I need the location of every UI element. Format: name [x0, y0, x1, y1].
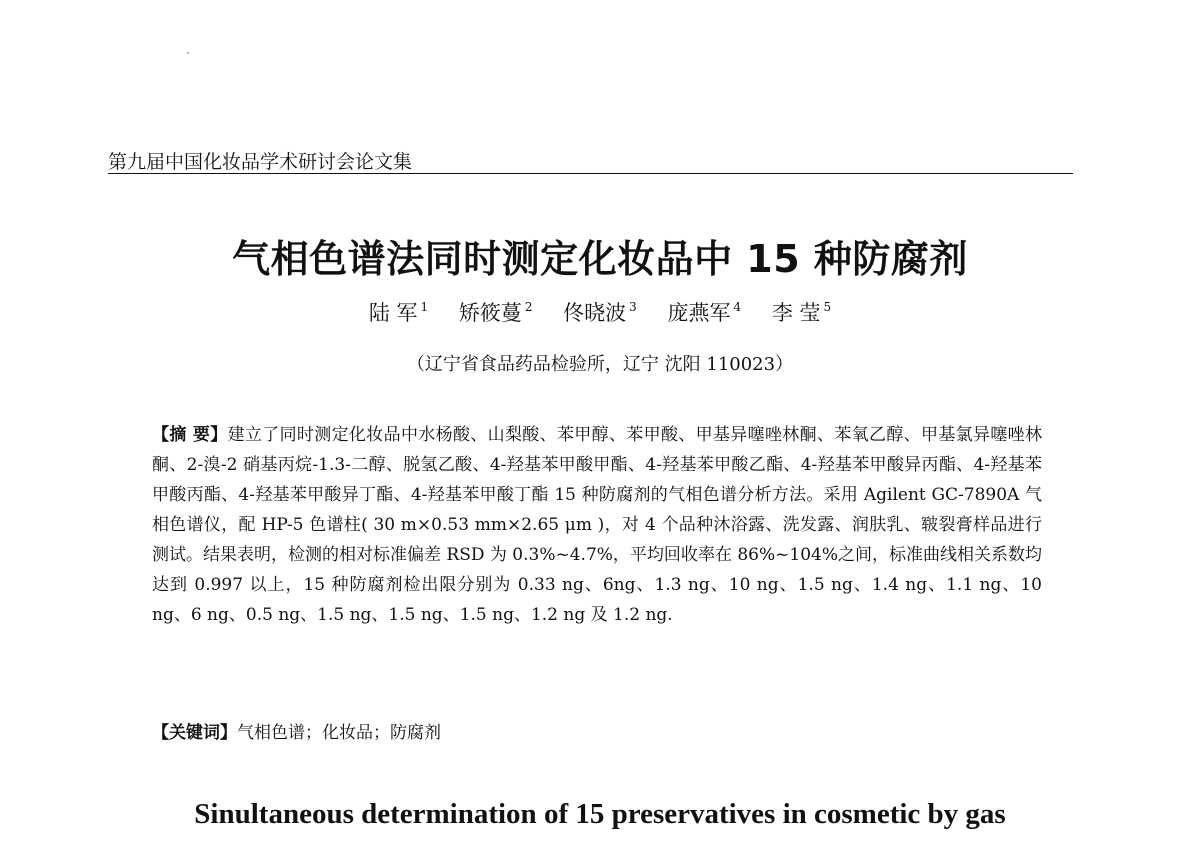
abstract-label: 【摘 要】 — [152, 425, 228, 445]
english-title: Sinultaneous determination of 15 preservatives in cosmetic by gas — [194, 798, 1006, 830]
author — [668, 297, 742, 327]
author-affiliation-mark: 2 — [524, 300, 533, 314]
keywords-label: 【关键词】 — [152, 723, 237, 743]
scan-speck — [187, 52, 189, 54]
author-affiliation-mark: 1 — [420, 300, 429, 314]
author-affiliation-mark: 4 — [733, 300, 742, 314]
author-name: 庞燕军 — [667, 301, 731, 325]
author — [772, 297, 831, 327]
author — [563, 297, 637, 327]
author-name: 佟晓波 — [563, 301, 627, 325]
author-affiliation-mark: 3 — [629, 300, 637, 314]
author — [369, 297, 428, 327]
author-name: 李 莹 — [771, 301, 821, 325]
author-name: 陆 军 — [368, 301, 418, 325]
header-rule — [108, 173, 1073, 174]
paper-title: 气相色谱法同时测定化妆品中 15 种防腐剂 — [232, 237, 968, 281]
author-list — [0, 297, 1200, 327]
affiliation: （辽宁省食品药品检验所，辽宁 沈阳 110023） — [406, 354, 794, 375]
keywords — [152, 718, 1042, 743]
running-header: 第九届中国化妆品学术研讨会论文集 — [108, 151, 413, 173]
abstract — [152, 420, 1042, 630]
author — [459, 297, 533, 327]
author-name: 矫筱蔓 — [458, 301, 522, 325]
abstract-text: 建立了同时测定化妆品中水杨酸、山梨酸、苯甲醇、苯甲酸、甲基异噻唑林酮、苯氧乙醇、甲基氯异噻唑林酮、2-溴-2 硝基丙烷-1.3-二醇、脱氢乙酸、4-羟基苯甲酸甲酯、4-羟基苯甲酸乙酯、4-羟基苯甲酸异丙酯、4-羟基苯甲酸丙酯、4-羟基苯甲酸异丁酯、4-羟基苯甲酸丁酯 15 种防腐剂的气相色谱分析方法。采用 Agilent GC-7890A 气相色谱仪，配 HP-5 色谱柱( 30 m×0.53 mm×2.65 μm )，对 4 个品种沐浴露、洗发露、润肤乳、皲裂膏样品进行测试。结果表明，检测的相对标准偏差 RSD 为 0.3%~4.7%，平均回收率在 86%~104%之间，标准曲线相关系数均达到 0.997 以上，15 种防腐剂检出限分别为 0.33 ng、6ng、1.3 ng、10 ng、1.5 ng、1.4 ng、1.1 ng、10 ng、6 ng、0.5 ng、1.5 ng、1.5 ng、1.5 ng、1.2 ng 及 1.2 ng. — [152, 425, 1042, 625]
author-affiliation-mark: 5 — [823, 300, 832, 314]
keywords-text: 气相色谱；化妆品；防腐剂 — [237, 723, 441, 743]
